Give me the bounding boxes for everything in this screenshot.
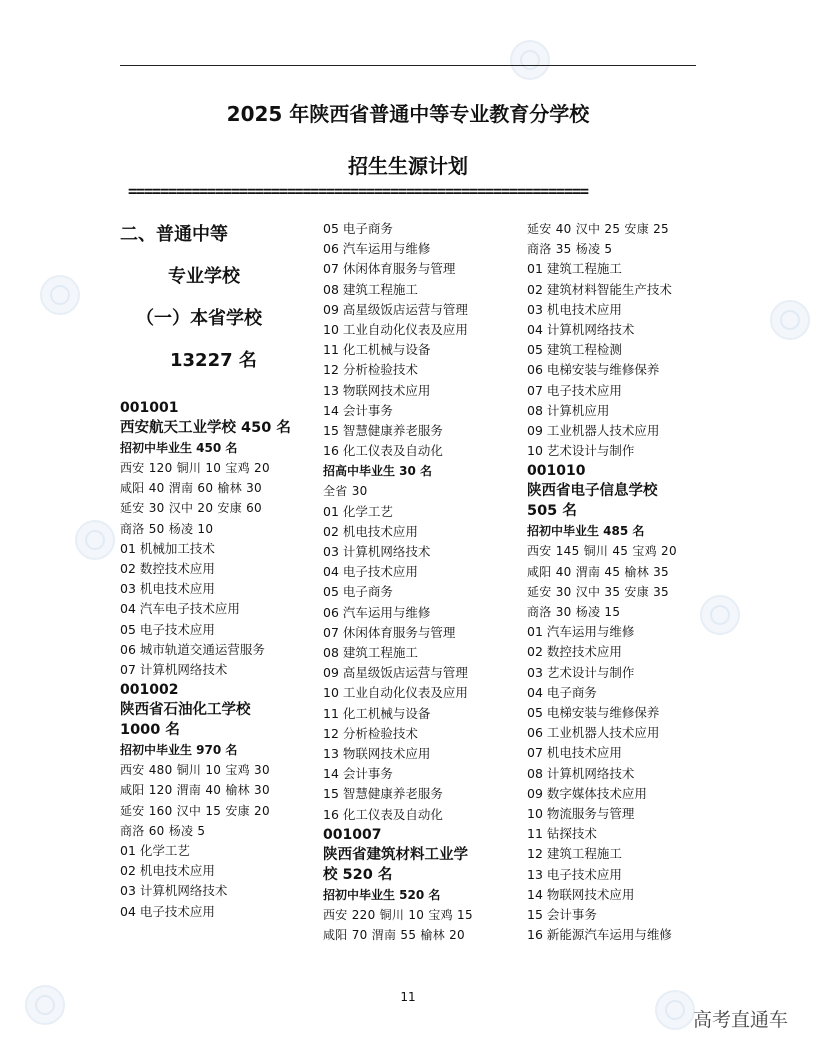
enrollment-batch: 招高中毕业生 30 名 (323, 464, 433, 479)
major-item: 13 电子技术应用 (527, 866, 622, 882)
quota-line: 咸阳 120 渭南 40 榆林 30 (120, 783, 270, 798)
top-rule (120, 65, 696, 66)
quota-line: 商洛 35 杨凌 5 (527, 242, 613, 257)
major-item: 06 电梯安装与维修保养 (527, 362, 660, 378)
major-item: 09 数字媒体技术应用 (527, 785, 647, 801)
major-item: 04 计算机网络技术 (527, 322, 635, 338)
page-title-line2: 招生生源计划 (348, 154, 468, 178)
school-name: 505 名 (527, 503, 577, 520)
major-item: 07 机电技术应用 (527, 745, 622, 761)
major-item: 01 化学工艺 (323, 503, 393, 519)
major-item: 05 电子技术应用 (120, 621, 215, 637)
major-item: 11 钻探技术 (527, 826, 597, 842)
major-item: 13 物联网技术应用 (323, 382, 431, 398)
major-item: 01 机械加工技术 (120, 540, 215, 556)
quota-line: 延安 30 汉中 35 安康 35 (527, 584, 669, 599)
watermark-seal-icon (40, 275, 80, 315)
school-code: 001007 (323, 826, 382, 843)
quota-line: 西安 145 铜川 45 宝鸡 20 (527, 544, 677, 559)
major-item: 09 高星级饭店运营与管理 (323, 665, 468, 681)
major-item: 06 工业机器人技术应用 (527, 725, 660, 741)
separator-line: ========================================================== (128, 182, 588, 200)
column-3 (527, 219, 717, 946)
major-item: 08 建筑工程施工 (323, 281, 418, 297)
major-item: 07 休闲体育服务与管理 (323, 261, 456, 277)
enrollment-batch: 招初中毕业生 970 名 (120, 743, 238, 758)
total-count: 13227 名 (170, 350, 257, 371)
major-item: 02 数控技术应用 (120, 561, 215, 577)
watermark-seal-icon (770, 300, 810, 340)
major-item: 03 艺术设计与制作 (527, 664, 635, 680)
major-item: 03 计算机网络技术 (120, 883, 228, 899)
quota-line: 延安 30 汉中 20 安康 60 (120, 501, 262, 516)
major-item: 13 物联网技术应用 (323, 746, 431, 762)
major-item: 08 计算机网络技术 (527, 765, 635, 781)
column-1 (120, 220, 295, 922)
major-item: 03 计算机网络技术 (323, 544, 431, 560)
quota-line: 商洛 50 杨凌 10 (120, 521, 214, 536)
major-item: 02 数控技术应用 (527, 644, 622, 660)
school-code: 001010 (527, 463, 586, 480)
major-item: 12 分析检验技术 (323, 725, 418, 741)
major-item: 04 电子商务 (527, 684, 597, 700)
school-name: 陕西省石油化工学校 1000 名 (120, 702, 251, 739)
quota-line: 西安 220 铜川 10 宝鸡 15 (323, 907, 473, 922)
quota-line: 商洛 60 杨凌 5 (120, 823, 206, 838)
major-item: 09 工业机器人技术应用 (527, 423, 660, 439)
major-item: 01 化学工艺 (120, 843, 190, 859)
quota-line: 商洛 30 杨凌 15 (527, 605, 621, 620)
major-item: 16 化工仪表及自动化 (323, 806, 443, 822)
major-item: 03 机电技术应用 (527, 301, 622, 317)
major-item: 05 电梯安装与维修保养 (527, 705, 660, 721)
major-item: 07 休闲体育服务与管理 (323, 624, 456, 640)
major-item: 06 汽车运用与维修 (323, 241, 431, 257)
major-item: 05 建筑工程检测 (527, 342, 622, 358)
quota-line: 咸阳 40 渭南 45 榆林 35 (527, 564, 669, 579)
major-item: 07 计算机网络技术 (120, 662, 228, 678)
school-name: 校 520 名 (323, 866, 393, 883)
major-item: 01 建筑工程施工 (527, 261, 622, 277)
page-title-line1: 2025 年陕西省普通中等专业教育分学校 (226, 102, 590, 126)
major-item: 10 艺术设计与制作 (527, 443, 635, 459)
major-item: 04 汽车电子技术应用 (120, 601, 240, 617)
major-item: 15 智慧健康养老服务 (323, 786, 443, 802)
major-item: 08 计算机应用 (527, 402, 610, 418)
major-item: 08 建筑工程施工 (323, 645, 418, 661)
major-item: 16 新能源汽车运用与维修 (527, 927, 672, 943)
subsection-heading: （一）本省学校 (136, 308, 262, 329)
major-item: 01 汽车运用与维修 (527, 624, 635, 640)
major-item: 10 工业自动化仪表及应用 (323, 322, 468, 338)
school-name: 陕西省电子信息学校 (527, 483, 658, 500)
major-item: 11 化工机械与设备 (323, 342, 431, 358)
quota-line: 西安 480 铜川 10 宝鸡 30 (120, 763, 270, 778)
quota-line: 咸阳 40 渭南 60 榆林 30 (120, 481, 262, 496)
watermark-seal-icon (510, 40, 550, 80)
major-item: 14 会计事务 (323, 766, 393, 782)
major-item: 16 化工仪表及自动化 (323, 443, 443, 459)
major-item: 02 机电技术应用 (120, 863, 215, 879)
quota-line: 延安 40 汉中 25 安康 25 (527, 222, 669, 236)
major-item: 12 建筑工程施工 (527, 846, 622, 862)
enrollment-batch: 招初中毕业生 450 名 (120, 441, 238, 455)
major-item: 05 电子商务 (323, 584, 393, 600)
major-item: 14 物联网技术应用 (527, 886, 635, 902)
major-item: 07 电子技术应用 (527, 382, 622, 398)
enrollment-batch: 招初中毕业生 520 名 (323, 887, 441, 902)
page-number: 11 (400, 990, 416, 1004)
section-heading: 二、普通中等 (120, 224, 228, 245)
major-item: 14 会计事务 (323, 402, 393, 418)
enrollment-batch: 招初中毕业生 485 名 (527, 524, 645, 539)
section-heading: 专业学校 (168, 266, 240, 287)
major-item: 15 智慧健康养老服务 (323, 423, 443, 439)
brand-watermark: 高考直通车 (692, 1009, 788, 1031)
column-2 (323, 219, 518, 945)
major-item: 06 城市轨道交通运营服务 (120, 641, 265, 657)
major-item: 04 电子技术应用 (120, 903, 215, 919)
watermark-seal-icon (75, 520, 115, 560)
major-item: 03 机电技术应用 (120, 581, 215, 597)
school-name: 陕西省建筑材料工业学 (323, 846, 468, 863)
major-item: 15 会计事务 (527, 907, 597, 923)
major-item: 06 汽车运用与维修 (323, 604, 431, 620)
quota-line: 延安 160 汉中 15 安康 20 (120, 803, 270, 818)
major-item: 05 电子商务 (323, 221, 393, 236)
major-item: 02 建筑材料智能生产技术 (527, 281, 672, 297)
major-item: 09 高星级饭店运营与管理 (323, 301, 468, 317)
major-item: 10 工业自动化仪表及应用 (323, 685, 468, 701)
major-item: 12 分析检验技术 (323, 362, 418, 378)
school-code: 001002 (120, 682, 179, 699)
quota-line: 全省 30 (323, 484, 368, 499)
major-item: 11 化工机械与设备 (323, 705, 431, 721)
quota-line: 西安 120 铜川 10 宝鸡 20 (120, 461, 270, 475)
major-item: 04 电子技术应用 (323, 564, 418, 580)
quota-line: 咸阳 70 渭南 55 榆林 20 (323, 928, 465, 943)
school-name: 西安航天工业学校 450 名 (120, 420, 291, 436)
major-item: 02 机电技术应用 (323, 523, 418, 539)
school-code: 001001 (120, 400, 179, 416)
major-item: 10 物流服务与管理 (527, 806, 635, 822)
